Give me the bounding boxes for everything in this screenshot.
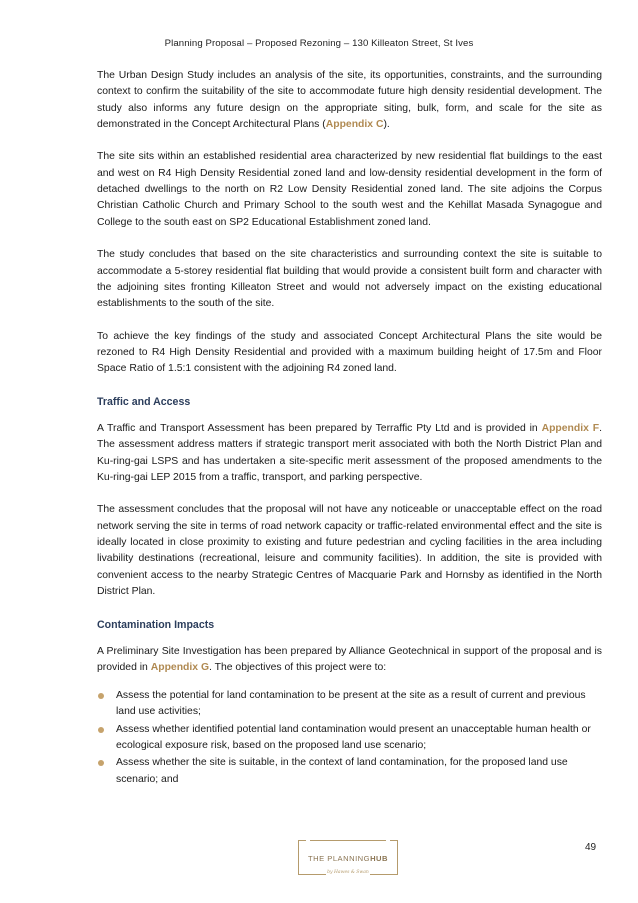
paragraph-rezoning: To achieve the key findings of the study and associated Concept Architectural Plans the site would be rezoned to R4 High Density Residential and provided with a maximum building height of 17.5m and Floor Space Ratio of 1.5:1 consistent with the adjoining R4 zoned land. [97, 330, 602, 375]
logo-wordmark [298, 854, 398, 863]
paragraph-text: ). [383, 118, 390, 130]
bullet-icon [98, 760, 104, 766]
page-number: 49 [585, 842, 597, 853]
list-item [97, 722, 602, 755]
bullet-icon [98, 693, 104, 699]
logo-corner [298, 840, 306, 848]
document-body [97, 68, 602, 789]
appendix-c-link[interactable]: Appendix C [325, 118, 384, 130]
list-item-text: Assess the potential for land contamination to be present at the site as a result of current and previous land use activities; [116, 690, 586, 718]
paragraph-text: A Traffic and Transport Assessment has been prepared by Terraffic Pty Ltd and is provided in [97, 422, 542, 434]
appendix-g-link[interactable]: Appendix G [150, 661, 210, 673]
objectives-list [97, 688, 602, 788]
logo-text-bold: HUB [370, 854, 389, 863]
section-heading-contamination: Contamination Impacts [97, 618, 215, 631]
paragraph-text: A Preliminary Site Investigation has been prepared by Alliance Geotechnical in support of the proposal and is provided in [97, 645, 602, 673]
list-item-text: Assess whether the site is suitable, in the context of land contamination, for the proposed land use scenario; and [116, 757, 568, 785]
logo-tagline: by Hawes & Swan [327, 870, 369, 875]
logo-rule [310, 840, 386, 841]
paragraph-text: . The assessment address matters if strategic transport merit associated with both the North District Plan and Ku-ring-gai LSPS and has undertaken a site-specific merit assessment of the proposed amendments to the Ku-ring-gai LEP 2015 from a traffic, transport, and parking perspective. [97, 422, 602, 483]
section-heading-traffic: Traffic and Access [97, 395, 191, 408]
list-item-text: Assess whether identified potential land contamination would present an unacceptable human health or ecological exposure risk, based on the proposed land use scenario; [116, 723, 591, 751]
list-item [97, 688, 602, 721]
paragraph-study-conclusion: The study concludes that based on the site characteristics and surrounding context the site is suitable to accommodate a 5-storey residential flat building that would provide a consistent built form and character with the adjoining sites fronting Killeaton Street and would not adversely impact on the existing educational establishments to the south of the site. [97, 249, 602, 310]
logo-text: THE PLANNING [307, 854, 371, 863]
logo-corner [390, 840, 398, 848]
paragraph-traffic-2: The assessment concludes that the proposal will not have any noticeable or unacceptable effect on the road network serving the site in terms of road network capacity or traffic-related environmental effect and the site is ideally located in close proximity to existing and future pedestrian and cycling facilities in the area including livability destinations (recreational, leisure and community facilities). In addition, the site is provided with convenient access to the nearby Strategic Centres of Macquarie Park and Hornsby as identified in the North District Plan. [97, 504, 602, 597]
list-item [97, 755, 602, 788]
paragraph-text: The Urban Design Study includes an analysis of the site, its opportunities, constraints, and the surrounding context to confirm the suitability of the site to accommodate future high density residential development. The study also informs any future design on the appropriate siting, bulk, form, and scale for the site as demonstrated in the Concept Architectural Plans ( [97, 70, 602, 130]
paragraph-contamination-1 [97, 644, 602, 677]
bullet-icon [98, 727, 104, 733]
page-header: Planning Proposal – Proposed Rezoning – 130 Killeaton Street, St Ives [164, 38, 474, 49]
paragraph-urban-design-1 [97, 68, 602, 133]
paragraph-traffic-1 [97, 421, 602, 486]
appendix-f-link[interactable]: Appendix F [541, 422, 600, 434]
paragraph-text: . The objectives of this project were to: [209, 661, 387, 673]
paragraph-site-context: The site sits within an established residential area characterized by new residential flat buildings to the east and west on R4 High Density Residential zoned land and low-density residential development in the form of detached dwellings to the north on R2 Low Density Residential zoned land. The site adjoins the Corpus Christian Catholic Church and Primary School to the south west and the Kehillat Masada Synagogue and College to the south east on SP2 Educational Establishment zoned land. [97, 151, 602, 228]
planning-hub-logo [298, 840, 398, 878]
